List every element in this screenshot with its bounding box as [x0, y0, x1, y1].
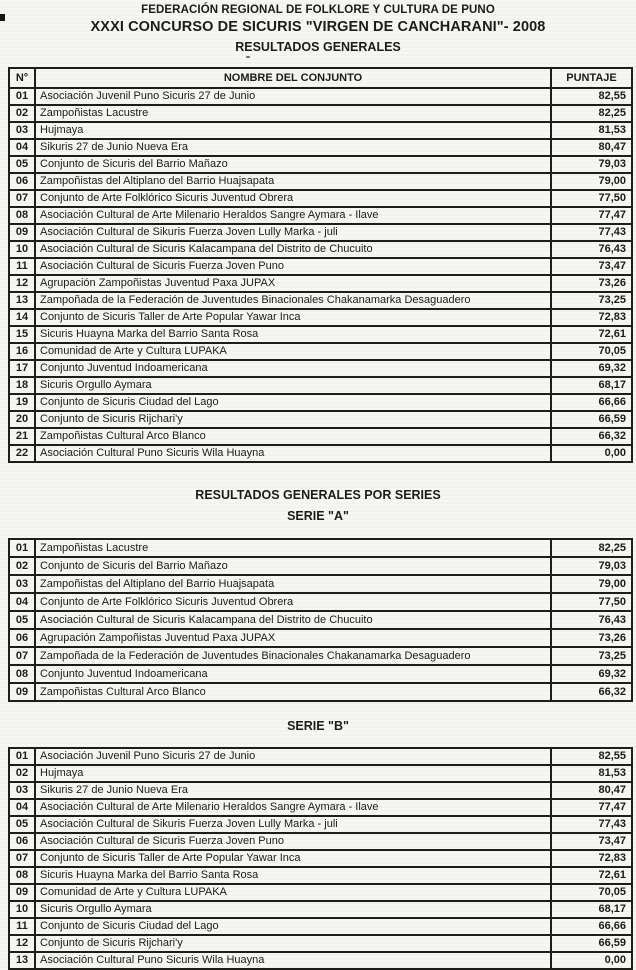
cell-number: 07	[9, 850, 35, 867]
page-title-organization: FEDERACIÓN REGIONAL DE FOLKLORE Y CULTURA DE PUNO	[141, 4, 495, 16]
table-row	[9, 292, 632, 309]
cell-puntaje: 66,59	[551, 935, 632, 952]
cell-puntaje: 81,53	[551, 122, 632, 139]
table-row	[9, 122, 632, 139]
cell-conjunto-name: Conjunto de Sicuris Ciudad del Lago	[35, 918, 551, 935]
cell-number: 07	[9, 647, 35, 665]
scan-artifact	[0, 14, 5, 21]
table-row	[9, 326, 632, 343]
cell-number: 09	[9, 884, 35, 901]
cell-puntaje: 79,03	[551, 156, 632, 173]
cell-conjunto-name: Zampoñistas Lacustre	[35, 539, 551, 557]
cell-conjunto-name: Asociación Cultural de Arte Milenario Heraldos Sangre Aymara - Ilave	[35, 207, 551, 224]
cell-conjunto-name: Zampoñada de la Federación de Juventudes Binacionales Chakanamarka Desaguadero	[35, 647, 551, 665]
cell-conjunto-name: Agrupación Zampoñistas Juventud Paxa JUPAX	[35, 629, 551, 647]
table-row	[9, 241, 632, 258]
cell-conjunto-name: Sicuris Orgullo Aymara	[35, 901, 551, 918]
cell-number: 11	[9, 918, 35, 935]
table-row	[9, 309, 632, 326]
cell-puntaje: 72,83	[551, 309, 632, 326]
cell-conjunto-name: Conjunto de Sicuris del Barrio Mañazo	[35, 557, 551, 575]
cell-conjunto-name: Zampoñistas Cultural Arco Blanco	[35, 683, 551, 701]
cell-conjunto-name: Asociación Cultural de Sicuris Kalacampana del Distrito de Chucuito	[35, 611, 551, 629]
cell-conjunto-name: Zampoñistas del Altiplano del Barrio Huajsapata	[35, 173, 551, 190]
cell-puntaje: 77,43	[551, 816, 632, 833]
table-row	[9, 377, 632, 394]
cell-conjunto-name: Zampoñada de la Federación de Juventudes Binacionales Chakanamarka Desaguadero	[35, 292, 551, 309]
header-row	[9, 68, 632, 88]
cell-puntaje: 79,00	[551, 575, 632, 593]
series-section-heading: RESULTADOS GENERALES POR SERIES	[195, 488, 441, 502]
table-row	[9, 629, 632, 647]
cell-number: 01	[9, 539, 35, 557]
cell-number: 08	[9, 665, 35, 683]
cell-number: 10	[9, 901, 35, 918]
cell-puntaje: 73,26	[551, 275, 632, 292]
cell-number: 12	[9, 935, 35, 952]
cell-number: 09	[9, 224, 35, 241]
table-row	[9, 88, 632, 105]
table-row	[9, 867, 632, 884]
cell-conjunto-name: Asociación Cultural de Sikuris Fuerza Joven Lully Marka - juli	[35, 224, 551, 241]
cell-puntaje: 69,32	[551, 665, 632, 683]
cell-conjunto-name: Asociación Cultural de Sikuris Fuerza Joven Lully Marka - juli	[35, 816, 551, 833]
cell-puntaje: 80,47	[551, 139, 632, 156]
cell-puntaje: 82,25	[551, 105, 632, 122]
cell-conjunto-name: Asociación Cultural Puno Sicuris Wila Huayna	[35, 445, 551, 462]
table-row	[9, 360, 632, 377]
cell-conjunto-name: Conjunto de Sicuris Taller de Arte Popular Yawar Inca	[35, 850, 551, 867]
table-row	[9, 816, 632, 833]
cell-conjunto-name: Zampoñistas Lacustre	[35, 105, 551, 122]
cell-puntaje: 76,43	[551, 241, 632, 258]
cell-puntaje: 73,25	[551, 647, 632, 665]
scan-speck	[246, 56, 250, 58]
cell-number: 06	[9, 833, 35, 850]
column-header-score: PUNTAJE	[551, 68, 632, 88]
general-results-table	[8, 67, 633, 463]
table-row	[9, 173, 632, 190]
serie-b-results-table	[8, 747, 633, 970]
table-row	[9, 833, 632, 850]
cell-conjunto-name: Comunidad de Arte y Cultura LUPAKA	[35, 884, 551, 901]
table-row	[9, 850, 632, 867]
table-row	[9, 394, 632, 411]
cell-number: 13	[9, 952, 35, 969]
cell-number: 19	[9, 394, 35, 411]
table-row	[9, 445, 632, 462]
cell-number: 04	[9, 593, 35, 611]
cell-number: 13	[9, 292, 35, 309]
column-header-number: N°	[9, 68, 35, 88]
cell-conjunto-name: Asociación Cultural Puno Sicuris Wila Huayna	[35, 952, 551, 969]
cell-number: 05	[9, 156, 35, 173]
cell-puntaje: 73,47	[551, 833, 632, 850]
cell-conjunto-name: Conjunto de Sicuris Taller de Arte Popular Yawar Inca	[35, 309, 551, 326]
table-row	[9, 884, 632, 901]
cell-puntaje: 82,25	[551, 539, 632, 557]
cell-conjunto-name: Conjunto de Sicuris Rijchari'y	[35, 411, 551, 428]
cell-puntaje: 81,53	[551, 765, 632, 782]
cell-number: 03	[9, 782, 35, 799]
cell-puntaje: 69,32	[551, 360, 632, 377]
cell-conjunto-name: Conjunto Juventud Indoamericana	[35, 360, 551, 377]
table-row	[9, 935, 632, 952]
column-header-name: NOMBRE DEL CONJUNTO	[35, 68, 551, 88]
cell-puntaje: 70,05	[551, 343, 632, 360]
table-row	[9, 539, 632, 557]
cell-puntaje: 70,05	[551, 884, 632, 901]
cell-number: 20	[9, 411, 35, 428]
table-row	[9, 156, 632, 173]
table-row	[9, 190, 632, 207]
cell-number: 18	[9, 377, 35, 394]
cell-puntaje: 66,66	[551, 918, 632, 935]
table-row	[9, 665, 632, 683]
cell-puntaje: 79,00	[551, 173, 632, 190]
cell-conjunto-name: Comunidad de Arte y Cultura LUPAKA	[35, 343, 551, 360]
cell-puntaje: 77,50	[551, 190, 632, 207]
table-row	[9, 139, 632, 156]
cell-conjunto-name: Sikuris 27 de Junio Nueva Era	[35, 782, 551, 799]
cell-number: 03	[9, 575, 35, 593]
table-row	[9, 557, 632, 575]
cell-number: 22	[9, 445, 35, 462]
table-row	[9, 611, 632, 629]
cell-conjunto-name: Hujmaya	[35, 122, 551, 139]
cell-number: 01	[9, 88, 35, 105]
cell-number: 14	[9, 309, 35, 326]
cell-number: 04	[9, 799, 35, 816]
cell-conjunto-name: Conjunto de Arte Folklórico Sicuris Juventud Obrera	[35, 593, 551, 611]
cell-number: 17	[9, 360, 35, 377]
cell-puntaje: 0,00	[551, 445, 632, 462]
table-row	[9, 765, 632, 782]
cell-number: 01	[9, 748, 35, 765]
cell-puntaje: 76,43	[551, 611, 632, 629]
cell-number: 02	[9, 557, 35, 575]
cell-puntaje: 66,66	[551, 394, 632, 411]
cell-conjunto-name: Asociación Cultural de Sicuris Fuerza Joven Puno	[35, 258, 551, 275]
cell-puntaje: 77,50	[551, 593, 632, 611]
cell-number: 10	[9, 241, 35, 258]
serie-a-heading: SERIE "A"	[287, 509, 349, 523]
cell-puntaje: 68,17	[551, 901, 632, 918]
table-row	[9, 411, 632, 428]
table-row	[9, 343, 632, 360]
cell-number: 05	[9, 816, 35, 833]
table-row	[9, 428, 632, 445]
table-row	[9, 575, 632, 593]
serie-a-results-table	[8, 538, 633, 702]
cell-conjunto-name: Sicuris Orgullo Aymara	[35, 377, 551, 394]
cell-puntaje: 77,47	[551, 207, 632, 224]
cell-number: 02	[9, 105, 35, 122]
cell-conjunto-name: Conjunto de Sicuris del Barrio Mañazo	[35, 156, 551, 173]
cell-number: 09	[9, 683, 35, 701]
table-row	[9, 782, 632, 799]
cell-conjunto-name: Asociación Juvenil Puno Sicuris 27 de Junio	[35, 88, 551, 105]
cell-puntaje: 0,00	[551, 952, 632, 969]
cell-number: 07	[9, 190, 35, 207]
cell-puntaje: 80,47	[551, 782, 632, 799]
table-row	[9, 105, 632, 122]
cell-conjunto-name: Hujmaya	[35, 765, 551, 782]
cell-puntaje: 73,25	[551, 292, 632, 309]
cell-number: 11	[9, 258, 35, 275]
table-row	[9, 799, 632, 816]
cell-conjunto-name: Conjunto de Sicuris Rijchari'y	[35, 935, 551, 952]
table-row	[9, 683, 632, 701]
table-row	[9, 258, 632, 275]
cell-conjunto-name: Conjunto de Arte Folklórico Sicuris Juventud Obrera	[35, 190, 551, 207]
table-row	[9, 275, 632, 292]
cell-number: 06	[9, 629, 35, 647]
cell-number: 03	[9, 122, 35, 139]
table-row	[9, 748, 632, 765]
cell-conjunto-name: Sicuris Huayna Marka del Barrio Santa Rosa	[35, 326, 551, 343]
cell-conjunto-name: Agrupación Zampoñistas Juventud Paxa JUPAX	[35, 275, 551, 292]
cell-puntaje: 66,32	[551, 428, 632, 445]
cell-number: 08	[9, 867, 35, 884]
cell-puntaje: 73,47	[551, 258, 632, 275]
cell-conjunto-name: Zampoñistas Cultural Arco Blanco	[35, 428, 551, 445]
cell-conjunto-name: Asociación Juvenil Puno Sicuris 27 de Junio	[35, 748, 551, 765]
cell-conjunto-name: Sicuris Huayna Marka del Barrio Santa Rosa	[35, 867, 551, 884]
table-row	[9, 952, 632, 969]
general-table-header	[9, 68, 632, 88]
cell-number: 02	[9, 765, 35, 782]
cell-puntaje: 72,61	[551, 867, 632, 884]
cell-puntaje: 72,61	[551, 326, 632, 343]
cell-conjunto-name: Zampoñistas del Altiplano del Barrio Huajsapata	[35, 575, 551, 593]
cell-puntaje: 77,43	[551, 224, 632, 241]
cell-number: 04	[9, 139, 35, 156]
cell-puntaje: 66,59	[551, 411, 632, 428]
cell-puntaje: 68,17	[551, 377, 632, 394]
cell-puntaje: 66,32	[551, 683, 632, 701]
cell-number: 05	[9, 611, 35, 629]
cell-number: 21	[9, 428, 35, 445]
cell-puntaje: 82,55	[551, 88, 632, 105]
cell-conjunto-name: Asociación Cultural de Sicuris Fuerza Joven Puno	[35, 833, 551, 850]
cell-number: 06	[9, 173, 35, 190]
table-row	[9, 918, 632, 935]
table-row	[9, 224, 632, 241]
cell-conjunto-name: Conjunto de Sicuris Ciudad del Lago	[35, 394, 551, 411]
document-header	[0, 0, 636, 54]
cell-puntaje: 82,55	[551, 748, 632, 765]
cell-conjunto-name: Conjunto Juventud Indoamericana	[35, 665, 551, 683]
cell-number: 12	[9, 275, 35, 292]
cell-conjunto-name: Sikuris 27 de Junio Nueva Era	[35, 139, 551, 156]
cell-conjunto-name: Asociación Cultural de Sicuris Kalacampana del Distrito de Chucuito	[35, 241, 551, 258]
table-row	[9, 593, 632, 611]
cell-puntaje: 77,47	[551, 799, 632, 816]
cell-number: 15	[9, 326, 35, 343]
cell-puntaje: 73,26	[551, 629, 632, 647]
table-row	[9, 901, 632, 918]
page-title-results: RESULTADOS GENERALES	[235, 40, 401, 54]
cell-puntaje: 72,83	[551, 850, 632, 867]
cell-number: 08	[9, 207, 35, 224]
page-title-contest: XXXI CONCURSO DE SICURIS "VIRGEN DE CANCHARANI"- 2008	[90, 19, 546, 35]
table-row	[9, 207, 632, 224]
table-row	[9, 647, 632, 665]
cell-number: 16	[9, 343, 35, 360]
cell-conjunto-name: Asociación Cultural de Arte Milenario Heraldos Sangre Aymara - Ilave	[35, 799, 551, 816]
serie-b-heading: SERIE "B"	[287, 719, 349, 733]
cell-puntaje: 79,03	[551, 557, 632, 575]
